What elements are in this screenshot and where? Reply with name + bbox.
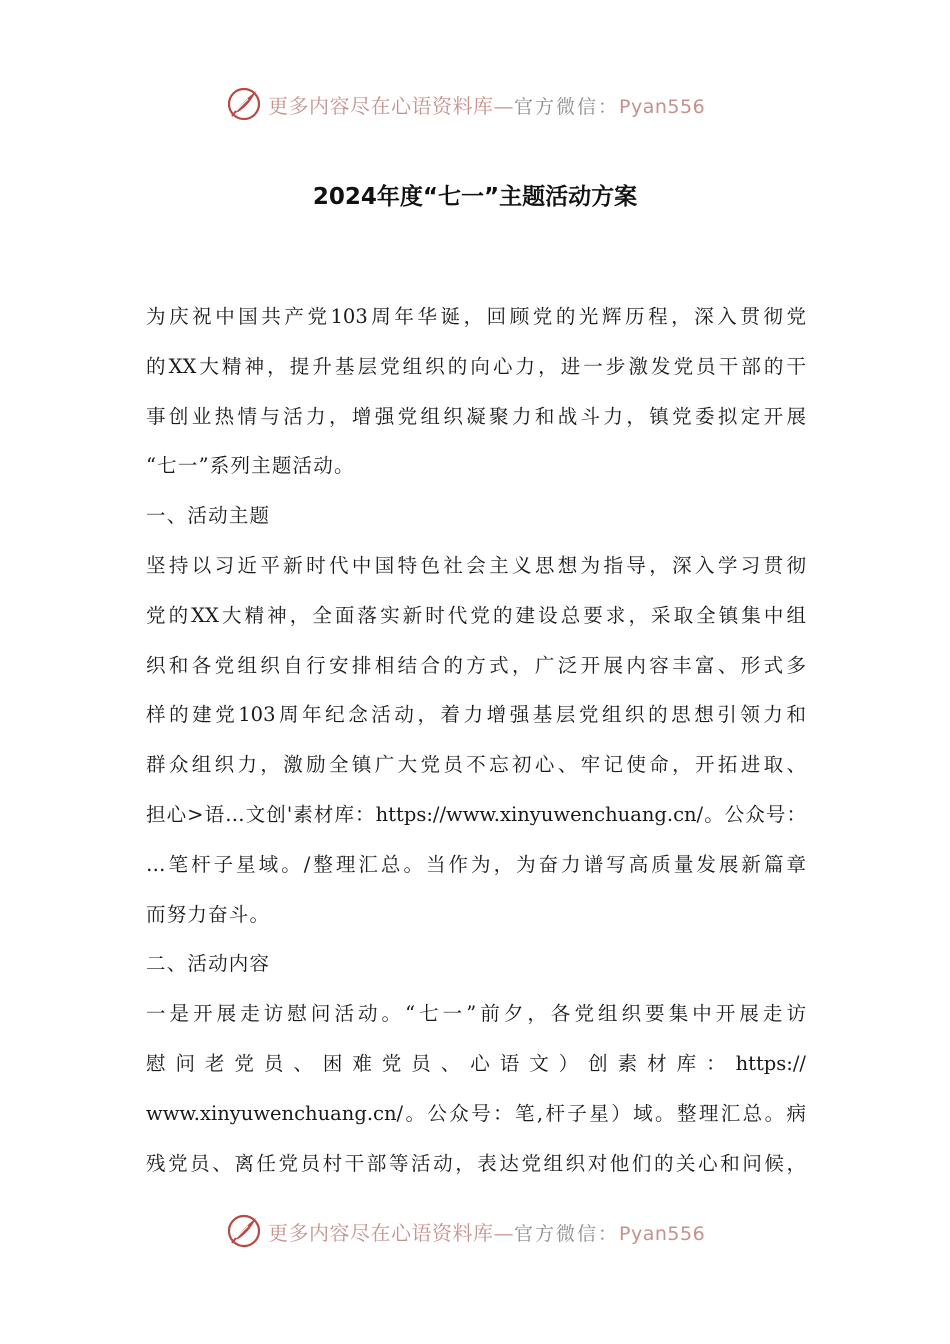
watermark-separator: —	[493, 1220, 514, 1245]
quill-pen-logo-icon	[226, 1213, 262, 1249]
watermark-brand: 更多内容尽在心语资料库	[268, 1220, 494, 1245]
body-line: 慰问老党员、困难党员、心语文）创素材库：https://	[146, 1051, 806, 1075]
quill-pen-logo-icon	[226, 86, 262, 122]
body-line: 样的建党103周年纪念活动，着力增强基层党组织的思想引领力和	[146, 703, 806, 727]
watermark-text	[268, 90, 705, 119]
body-line: 群众组织力，激励全镇广大党员不忘初心、牢记使命，开拓进取、	[146, 753, 806, 777]
body-line: 坚持以习近平新时代中国特色社会主义思想为指导，深入学习贯彻	[146, 553, 806, 577]
watermark-header	[226, 84, 746, 124]
body-line: 织和各党组织自行安排相结合的方式，广泛开展内容丰富、形式多	[146, 653, 806, 677]
body-line: “七一”系列主题活动。	[146, 454, 355, 478]
watermark-text	[268, 1217, 705, 1246]
section-heading: 一、活动主题	[146, 504, 271, 528]
watermark-footer	[226, 1211, 746, 1251]
body-line: 事创业热情与活力，增强党组织凝聚力和战斗力，镇党委拟定开展	[146, 404, 806, 428]
body-line: 党的XX大精神，全面落实新时代党的建设总要求，采取全镇集中组	[146, 603, 806, 627]
body-line: 担心>语…文创'素材库：https://www.xinyuwenchuang.cn/。公众号：	[146, 802, 806, 826]
body-line: www.xinyuwenchuang.cn/。公众号：笔,杆子星）域。整理汇总。病	[146, 1101, 806, 1125]
section-heading: 二、活动内容	[146, 952, 271, 976]
body-line: 残党员、离任党员村干部等活动，表达党组织对他们的关心和问候，	[146, 1151, 806, 1175]
body-line: 的XX大精神，提升基层党组织的向心力，进一步激发党员干部的干	[146, 354, 806, 378]
watermark-wechat-id: Pyan556	[619, 1222, 706, 1245]
document-title: 2024年度“七一”主题活动方案	[312, 184, 638, 210]
document-body	[146, 292, 806, 1188]
watermark-wechat-id: Pyan556	[619, 95, 706, 118]
watermark-brand: 更多内容尽在心语资料库	[268, 93, 494, 118]
watermark-label: 官方微信：	[514, 95, 620, 118]
body-line: 为庆祝中国共产党103周年华诞，回顾党的光辉历程，深入贯彻党	[146, 305, 806, 328]
body-line: …笔杆子星域。/整理汇总。当作为，为奋力谱写高质量发展新篇章	[146, 852, 806, 876]
body-line: 一是开展走访慰问活动。“七一”前夕，各党组织要集中开展走访	[146, 1002, 806, 1026]
watermark-separator: —	[493, 93, 514, 118]
body-line: 而努力奋斗。	[146, 902, 271, 926]
watermark-label: 官方微信：	[514, 1222, 620, 1245]
